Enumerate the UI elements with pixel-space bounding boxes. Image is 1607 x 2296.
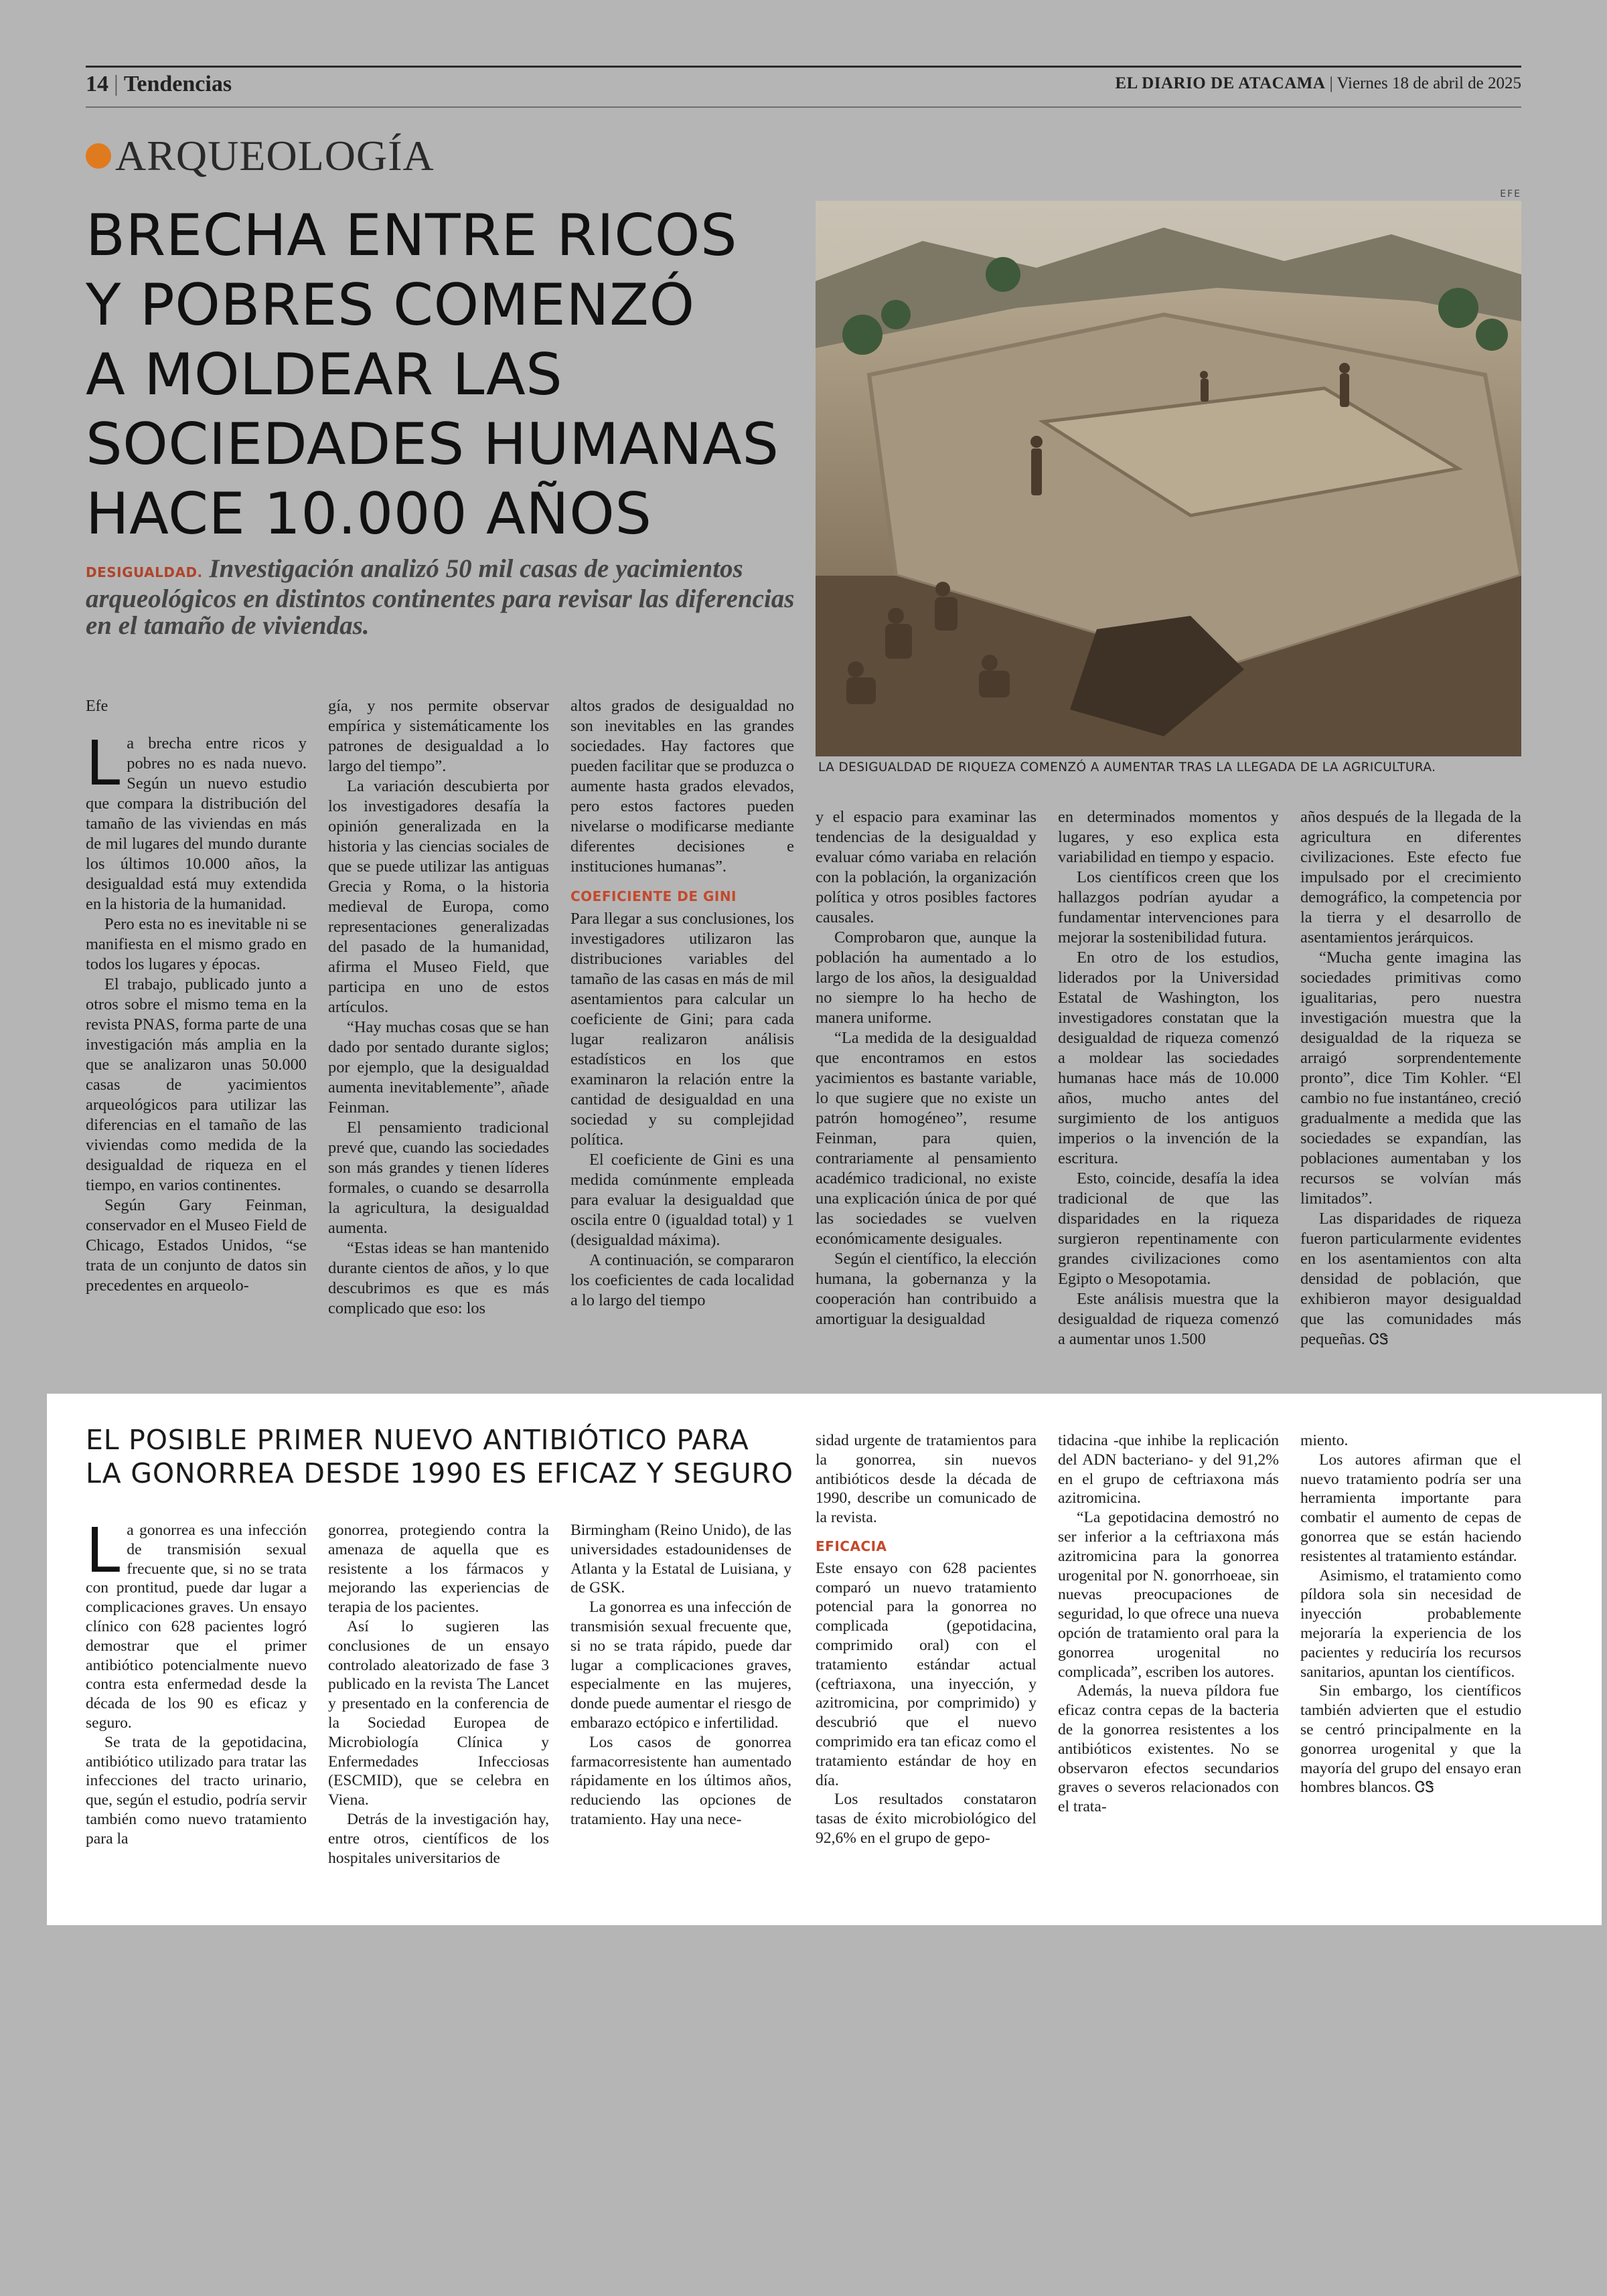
photo-credit: EFE (1500, 189, 1521, 199)
article1-column-5 (1058, 807, 1279, 1349)
section-title (86, 131, 435, 181)
drop-cap: L (86, 728, 121, 799)
paragraph: “Estas ideas se han mantenido durante cientos de años, y lo que descubrimos es que es más complicado que eso: los (328, 1239, 549, 1317)
paragraph: sidad urgente de tratamientos para la gonorrea, sin nuevos antibióticos desde la década de 1990, describe un comunicado de la revista. (816, 1432, 1037, 1527)
paragraph: Para llegar a sus conclusiones, los investigadores utilizaron las distribuciones variables del tamaño de las casas en más de mil asentamientos para calcular un coeficiente de Gini; para cada lugar realizaron análisis estadísticos en los que examinaron la relación entre la cantidad de desigualdad en una sociedad y su complejidad política. (570, 910, 794, 1149)
paragraph: En otro de los estudios, liderados por la Universidad Estatal de Washington, los investigadores constatan que la desigualdad de riqueza comenzó a moldear las sociedades humanas hace más de 10.000 años, mucho antes del surgimiento de los antiguos imperios o la invención de la escritura. (1058, 949, 1279, 1167)
photo-caption: LA DESIGUALDAD DE RIQUEZA COMENZÓ A AUMENTAR TRAS LA LLEGADA DE LA AGRICULTURA. (818, 760, 1436, 774)
article2-column-1 (86, 1515, 307, 1849)
paragraph: gía, y nos permite observar empírica y sistemáticamente los patrones de desigualdad a lo largo del tiempo”. (328, 697, 549, 775)
drop-cap: L (86, 1515, 121, 1586)
paragraph: y el espacio para examinar las tendencias de la desigualdad y evaluar cómo variaba en relación con la población, la organización política y otros posibles factores causales. (816, 808, 1037, 926)
article2-column-2 (328, 1521, 549, 1868)
paragraph: Además, la nueva píldora fue eficaz contra cepas de la bacteria de la gonorrea resistentes a los antibióticos existentes. No se observaron efectos secundarios graves o severos relacionados con el trata- (1058, 1682, 1279, 1816)
end-mark-icon: ᏣᏕ (1369, 1331, 1389, 1347)
paragraph: Esto, coincide, desafía la idea tradicional de que las disparidades en la riqueza surgieron repentinamente con grandes civilizaciones como Egipto o Mesopotamia. (1058, 1169, 1279, 1288)
paragraph: gonorrea, protegiendo contra la amenaza de aquella que es resistente a los fármacos y mejorando las experiencias de terapia de los pacientes. (328, 1522, 549, 1617)
headline-line: HACE 10.000 AÑOS (86, 481, 652, 548)
paragraph: Asimismo, el tratamiento como píldora sola sin necesidad de inyección probablemente mejoraría la experiencia de los pacientes y reduciría los recursos sanitarios, apuntan los científicos. (1300, 1566, 1521, 1681)
paragraph: Se trata de la gepotidacina, antibiótico utilizado para tratar las infecciones del tracto urinario, que, según el estudio, podría servir también como nuevo tratamiento para la (86, 1733, 307, 1848)
article2-headline (86, 1423, 809, 1490)
paragraph: altos grados de desigualdad no son inevitables en las grandes sociedades. Hay factores que pueden facilitar que se produzca o aumente hasta grados elevados, pero estos factores pueden nivelarse o modificarse mediante diferentes decisiones e instituciones humanas”. (570, 697, 794, 876)
section-title-text: ARQUEOLOGÍA (115, 132, 435, 179)
excavation-illustration (816, 201, 1521, 756)
paragraph (1300, 1209, 1521, 1349)
newspaper-name: EL DIARIO DE ATACAMA (1115, 74, 1326, 92)
paragraph: “La gepotidacina demostró no ser inferior a la ceftriaxona más azitromicina para la gonorrea urogenital por N. gonorrhoeae, sin nuevas preocupaciones de seguridad, lo que ofrece una nueva opción de tratamiento oral para la gonorrea urogenital no complicada”, escriben los autores. (1058, 1509, 1279, 1681)
paragraph (86, 1515, 307, 1733)
paragraph: El coeficiente de Gini es una medida comúnmente empleada para evaluar la desigualdad que oscila entre 0 (igualdad total) y 1 (desigualdad máxima). (570, 1151, 794, 1249)
headline-line: BRECHA ENTRE RICOS (86, 202, 738, 269)
paragraph: Comprobaron que, aunque la población ha aumentado a lo largo de los años, la desigualdad no siempre lo ha hecho de manera uniforme. (816, 928, 1037, 1027)
paragraph: “Hay muchas cosas que se han dado por sentado durante siglos; por ejemplo, que la desigualdad aumenta inevitablemente”, añade Feinman. (328, 1018, 549, 1117)
article1-column-1 (86, 696, 307, 1296)
paragraph: “La medida de la desigualdad que encontramos en estos yacimientos es bastante variable, lo que sugiere que no existe un patrón homogéneo”, resume Feinman, para quien, contrariamente al pensamiento académico tradicional, no existe una explicación única de por qué las sociedades se vuelven económicamente desiguales. (816, 1029, 1037, 1248)
paragraph: tidacina -que inhibe la replicación del ADN bacteriano- y del 91,2% en el grupo de ceftriaxona más azitromicina. (1058, 1432, 1279, 1507)
paragraph: Birmingham (Reino Unido), de las universidades estadounidenses de Atlanta y la Estatal de Luisiana, y de GSK. (570, 1522, 791, 1597)
byline: Efe (86, 698, 108, 715)
paragraph: Según el científico, la elección humana, la gobernanza y la cooperación han contribuido a amortiguar la desigualdad (816, 1250, 1037, 1328)
paragraph (86, 728, 307, 914)
headline-line: Y POBRES COMENZÓ (86, 272, 695, 339)
page-number: 14 (86, 72, 108, 96)
paragraph: El pensamiento tradicional prevé que, cuando las sociedades son más grandes y tienen líderes formales, o cuando se desarrolla la agricultura, la desigualdad aumenta. (328, 1119, 549, 1237)
article2-column-4 (816, 1431, 1037, 1848)
article1-headline (86, 201, 795, 549)
paragraph-text: a brecha entre ricos y pobres no es nada nuevo. Según un nuevo estudio que compara la distribución del tamaño de las viviendas en más de mil lugares del mundo durante los últimos 10.000 años, la desigualdad está muy extendida en la historia de la humanidad. (86, 734, 307, 913)
page-header-right: EL DIARIO DE ATACAMA | Viernes 18 de abril de 2025 (1115, 74, 1521, 92)
paragraph (1300, 1682, 1521, 1797)
paragraph: años después de la llegada de la agricultura en diferentes civilizaciones. Este efecto fue impulsado por el crecimiento demográfico, la competencia por la tierra y el desarrollo de asentamientos jerárquicos. (1300, 808, 1521, 947)
article2-column-6 (1300, 1431, 1521, 1797)
section-label: Tendencias (123, 72, 232, 96)
paragraph: miento. (1300, 1432, 1349, 1449)
paragraph: Así lo sugieren las conclusiones de un ensayo controlado aleatorizado de fase 3 publicado en la revista The Lancet y presentado en la conferencia de la Sociedad Europea de Microbiología Clínica y Enfermedades Infecciosas (ESCMID), que se celebra en Viena. (328, 1617, 549, 1809)
article1-column-3 (570, 696, 794, 1311)
end-mark-icon: ᏣᏕ (1415, 1779, 1434, 1796)
subhead-eficacia: EFICACIA (816, 1538, 887, 1554)
bullet-dot-icon (86, 143, 111, 169)
headline-line: A MOLDEAR LAS (86, 341, 563, 408)
paragraph-text: Sin embargo, los científicos también advierten que el estudio se centró principalmente en la gonorrea urogenital y que la mayoría del grupo del ensayo eran hombres blancos. (1300, 1682, 1521, 1797)
paragraph: Detrás de la investigación hay, entre otros, científicos de los hospitales universitarios de (328, 1810, 549, 1867)
paragraph: Este análisis muestra que la desigualdad de riqueza comenzó a aumentar unos 1.500 (1058, 1290, 1279, 1348)
article2-column-3 (570, 1521, 791, 1829)
issue-date: Viernes 18 de abril de 2025 (1336, 74, 1521, 92)
article1-deck (86, 556, 795, 639)
subhead-gini: COEFICIENTE DE GINI (570, 888, 737, 904)
headline-line: LA GONORREA DESDE 1990 ES EFICAZ Y SEGURO (86, 1457, 793, 1489)
archaeology-photo (816, 201, 1521, 756)
paragraph: Este ensayo con 628 pacientes comparó un nuevo tratamiento potencial para la gonorrea no complicada (gepotidacina, comprimido oral) con el tratamiento estándar actual (ceftriaxona, una inyección, y azitromicina, por comprimido) y descubrió que el nuevo comprimido era tan eficaz como el tratamiento estándar de hoy en día. (816, 1559, 1037, 1789)
paragraph: A continuación, se compararon los coeficientes de cada localidad a lo largo del tiempo (570, 1251, 794, 1309)
paragraph: Pero esta no es inevitable ni se manifiesta en el mismo grado en todos los lugares y épocas. (86, 915, 307, 973)
deck-text: Investigación analizó 50 mil casas de yacimientos arqueológicos en distintos continentes para revisar las diferencias en el tamaño de viviendas. (86, 554, 795, 640)
paragraph: Los casos de gonorrea farmacorresistente han aumentado rápidamente en los últimos años, reduciendo las opciones de tratamiento. Hay una nece- (570, 1733, 791, 1828)
paragraph: Los autores afirman que el nuevo tratamiento podría ser una herramienta importante para combatir el aumento de cepas de gonorrea que se están haciendo resistentes al tratamiento estándar. (1300, 1451, 1521, 1565)
paragraph: en determinados momentos y lugares, y eso explica esta variabilidad en tiempo y espacio. (1058, 808, 1279, 866)
page-header (86, 66, 1521, 108)
article1-column-4 (816, 807, 1037, 1329)
paragraph: La variación descubierta por los investigadores desafía la opinión generalizada en la historia y las ciencias sociales de que se puede utilizar las antiguas Grecia y Roma, o la historia medieval de Europa, como representaciones generalizadas del pasado de la humanidad, afirma el Museo Field, que participa en uno de estos artículos. (328, 777, 549, 1016)
article1-column-2 (328, 696, 549, 1319)
paragraph-text: a gonorrea es una infección de transmisión sexual frecuente que, si no se trata con prontitud, puede dar lugar a complicaciones graves. Un ensayo clínico con 628 pacientes logró demostrar que el primer antibiótico potencialmente nuevo contra esta enfermedad desde la década de los 90 es eficaz y seguro. (86, 1522, 307, 1732)
paragraph: Los resultados constataron tasas de éxito microbiológico del 92,6% en el grupo de gepo- (816, 1791, 1037, 1847)
headline-line: EL POSIBLE PRIMER NUEVO ANTIBIÓTICO PARA (86, 1424, 749, 1456)
deck-kicker: DESIGUALDAD. (86, 564, 203, 580)
paragraph-text: Las disparidades de riqueza fueron particularmente evidentes en los asentamientos con alta densidad de población, que exhibieron mayor desigualdad que las comunidades más pequeñas. (1300, 1210, 1521, 1348)
paragraph: El trabajo, publicado junto a otros sobre el mismo tema en la revista PNAS, forma parte de una investigación más amplia en la que se analizaron unas 50.000 casas de yacimientos arqueológicos para utilizar las diferencias en el tamaño de las viviendas como medida de la desigualdad de riqueza en el tiempo, en varios continentes. (86, 975, 307, 1194)
article1-column-6 (1300, 807, 1521, 1349)
paragraph: Los científicos creen que los hallazgos podrían ayudar a fundamentar intervenciones para mejorar la sostenibilidad futura. (1058, 868, 1279, 947)
paragraph: La gonorrea es una infección de transmisión sexual frecuente que, si no se trata rápido, puede dar lugar a complicaciones graves, especialmente en las mujeres, donde puede aumentar el riesgo de embarazo ectópico e infertilidad. (570, 1598, 791, 1732)
paragraph: “Mucha gente imagina las sociedades primitivas como igualitarias, pero nuestra investigación muestra que la desigualdad de la riqueza se arraigó sorprendentemente pronto”, dice Tim Kohler. “El cambio no fue instantáneo, creció gradualmente a medida que las sociedades se expandían, las poblaciones aumentaban y los recursos se volvían más limitados”. (1300, 949, 1521, 1208)
paragraph: Según Gary Feinman, conservador en el Museo Field de Chicago, Estados Unidos, “se trata de un conjunto de datos sin precedentes en arqueolo- (86, 1196, 307, 1295)
page-header-left: 14 | Tendencias (86, 72, 232, 96)
article2-column-5 (1058, 1431, 1279, 1817)
headline-line: SOCIEDADES HUMANAS (86, 411, 779, 478)
